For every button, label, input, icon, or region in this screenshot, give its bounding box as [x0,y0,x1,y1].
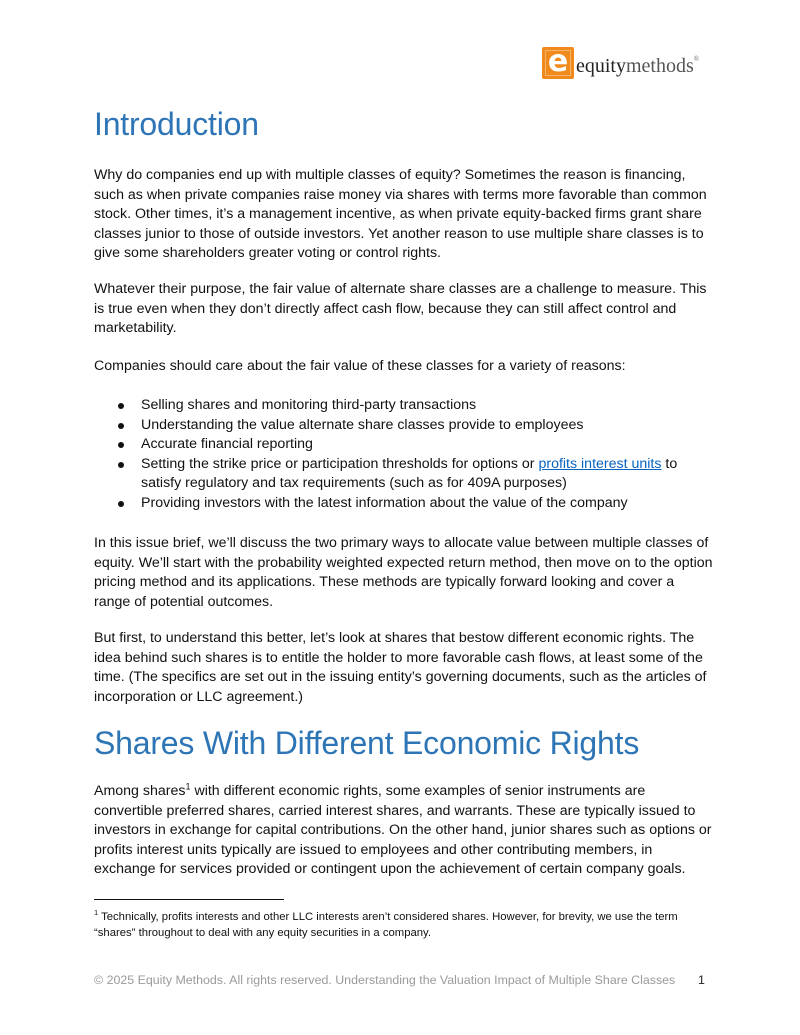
bullet-text-before-link: Setting the strike price or participation thresholds for options or [141,455,539,472]
footnote-number: 1 [94,908,99,918]
introduction-heading: Introduction [94,106,259,142]
intro-paragraph-5: But first, to understand this better, let’s look at shares that bestow different economic rights. The idea behind such shares is to entitle the holder to more favorable cash flows, at least some of the time. (The specifics are set out in the issuing entity’s governing documents, such as the articles of incorporation or LLC agreement.) [94,630,707,705]
bullet-item [94,455,714,494]
intro-paragraph-2: Whatever their purpose, the fair value of alternate share classes are a challenge to measure. This is true even when they don’t directly affect cash flow, because they can still affect control and marketability. [94,281,707,336]
logo-word-bold: equity [576,55,626,77]
bullet-item: Selling shares and monitoring third-party transactions [94,396,714,416]
economic-rights-heading: Shares With Different Economic Rights [94,725,640,761]
equity-methods-logo [542,44,714,83]
logo-letter: e [547,44,569,79]
logo-word-regular: methods [626,55,694,77]
footnote-divider [94,899,284,900]
bullet-text-after-link: to satisfy regulatory and tax requirements (such as for 409A purposes) [141,455,678,491]
economic-rights-paragraph [94,782,714,880]
profits-interest-units-link[interactable]: profits interest units [538,455,662,472]
intro-paragraph-1: Why do companies end up with multiple classes of equity? Sometimes the reason is financing, such as when private companies raise money via shares with terms more favorable than common stock. Other times, it’s a management incentive, as when private equity-backed firms grant share classes junior to those of outside investors. Yet another reason to use multiple share classes is to give some shareholders greater voting or control rights. [94,167,707,261]
bullet-item: Accurate financial reporting [94,435,714,455]
bullet-item: Providing investors with the latest information about the value of the company [94,494,714,514]
paragraph-start: Among shares [94,783,186,799]
bullet-item: Understanding the value alternate share classes provide to employees [94,416,714,436]
logo-wordmark [576,55,699,78]
footnote-text: Technically, profits interests and other LLC interests aren’t considered shares. However, for brevity, we use the term “shares” throughout to deal with any equity securities in a company. [94,911,678,939]
page-footer: © 2025 Equity Methods. All rights reserved. Understanding the Valuation Impact of Multiple Share Classes [94,973,676,987]
logo-mark [542,44,574,79]
logo-trademark: ® [693,55,700,63]
intro-paragraph-4: In this issue brief, we’ll discuss the two primary ways to allocate value between multiple classes of equity. We’ll start with the probability weighted expected return method, then move on to the option pricing method and its applications. These methods are typically forward looking and cover a range of potential outcomes. [94,535,713,610]
page-number: 1 [698,973,705,987]
paragraph-rest: with different economic rights, some examples of senior instruments are convertible preferred shares, carried interest shares, and warrants. These are typically issued to investors in exchange for capital contributions. On the other hand, junior shares such as options or profits interest units typically are issued to employees and other contributing members, in exchange for services provided or contingent upon the achievement of certain company goals. [94,783,712,877]
footnote-reference[interactable]: 1 [185,781,191,792]
reasons-bullet-list [94,396,714,513]
intro-paragraph-3: Companies should care about the fair value of these classes for a variety of reasons: [94,358,626,374]
footnote [94,909,714,941]
